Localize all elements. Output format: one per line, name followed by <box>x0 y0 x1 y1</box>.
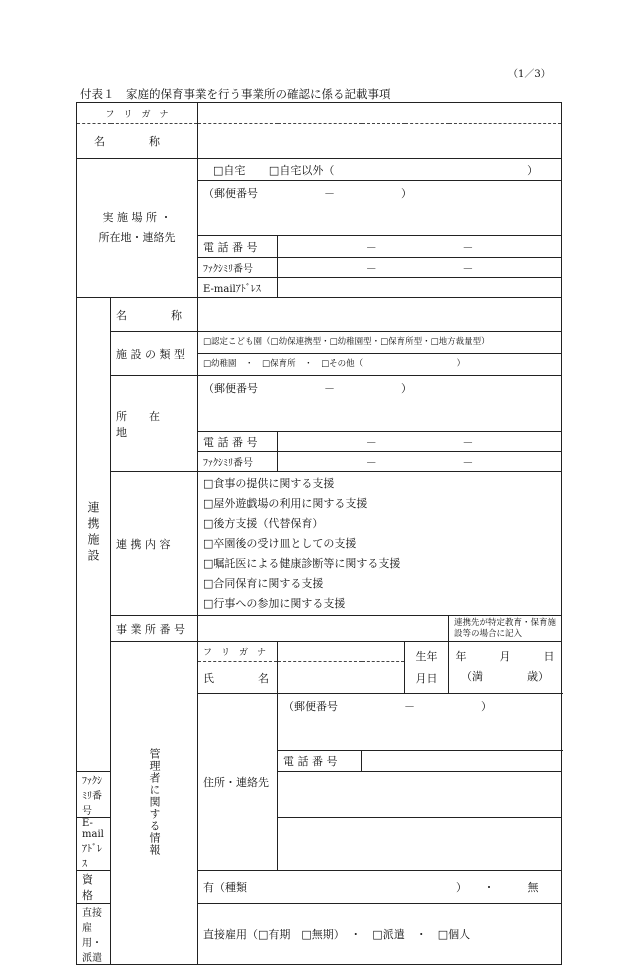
support-backup[interactable]: □後方支援（代替保育） <box>203 516 324 530</box>
support-playground[interactable]: □屋外遊戯場の利用に関する支援 <box>203 496 368 510</box>
manager-phone-label: 電 話 番 号 <box>278 751 362 772</box>
qualification-field[interactable]: 有（種類 ） ・ 無 <box>198 871 562 904</box>
support-joint-care[interactable]: □合同保育に関する支援 <box>203 576 324 590</box>
application-form-table <box>76 102 562 965</box>
partner-type-line2[interactable]: □幼稚園 ・ □保育所 ・ □その他（ ） <box>198 354 562 376</box>
office-number-note: 連携先が特定教育・保育施設等の場合に記入 <box>449 616 562 642</box>
manager-postal-field[interactable]: （郵便番号 － ） <box>278 694 562 751</box>
employment-label: 直接雇用・派遣 <box>77 904 111 965</box>
support-meal[interactable]: □食事の提供に関する支援 <box>203 476 335 490</box>
partner-name-label: 名 称 <box>111 298 198 332</box>
manager-address-label: 住所・連絡先 <box>198 694 278 871</box>
partner-type-label: 施 設 の 類 型 <box>111 332 198 376</box>
site-type-field[interactable]: □自宅 □自宅以外（ ） <box>198 159 562 181</box>
page-number: （1／3） <box>508 69 551 80</box>
site-fax-label: ﾌｧｸｼﾐﾘ番号 <box>198 258 278 278</box>
site-email-label: E-mailｱﾄﾞﾚｽ <box>198 278 278 298</box>
manager-group-label: 管理者に関する情報 <box>111 642 198 965</box>
birth-label: 生年 月日 <box>405 642 449 694</box>
partner-type-line1[interactable]: □認定こども園（□幼保連携型・□幼稚園型・□保育所型・□地方裁量型） <box>198 332 562 354</box>
site-phone-label: 電 話 番 号 <box>198 236 278 258</box>
manager-furigana-label: フ リ ガ ナ <box>198 642 278 662</box>
partner-content-list <box>198 472 562 616</box>
site-email-field[interactable] <box>278 278 562 298</box>
manager-fax-label: ﾌｧｸｼﾐﾘ番号 <box>77 772 111 818</box>
partner-fax-field[interactable]: － － <box>278 452 562 472</box>
qualification-label: 資 格 <box>77 871 111 904</box>
support-after-graduation[interactable]: □卒園後の受け皿としての支援 <box>203 536 357 550</box>
partner-content-label: 連 携 内 容 <box>111 472 198 616</box>
manager-name-field[interactable] <box>278 662 405 694</box>
manager-email-label: E-mailｱﾄﾞﾚｽ <box>77 818 111 871</box>
support-events[interactable]: □行事への参加に関する支援 <box>203 596 346 610</box>
manager-email-field[interactable] <box>278 818 562 871</box>
manager-phone-field[interactable] <box>362 751 562 772</box>
partner-name-field[interactable] <box>198 298 562 332</box>
partner-group-label: 連携施設 <box>77 298 111 772</box>
other-option[interactable]: □自宅以外（ <box>268 163 335 177</box>
name-field[interactable] <box>198 124 562 159</box>
office-number-field[interactable] <box>198 616 449 642</box>
birth-field[interactable]: 年 月 日 （満 歳） <box>449 642 562 694</box>
partner-fax-label: ﾌｧｸｼﾐﾘ番号 <box>198 452 278 472</box>
partner-phone-field[interactable]: － － <box>278 432 562 452</box>
partner-postal-field[interactable]: （郵便番号 － ） <box>198 376 562 432</box>
site-phone-field[interactable]: － － <box>278 236 562 258</box>
partner-address-label: 所 在 地 <box>111 376 198 472</box>
employment-field[interactable]: 直接雇用（□有期 □無期） ・ □派遣 ・ □個人 <box>198 904 562 965</box>
partner-phone-label: 電 話 番 号 <box>198 432 278 452</box>
manager-furigana-field[interactable] <box>278 642 405 662</box>
name-label: 名 称 <box>77 124 198 159</box>
manager-fax-field[interactable] <box>278 772 562 818</box>
home-option[interactable]: □自宅 <box>213 163 246 177</box>
site-fax-field[interactable]: － － <box>278 258 562 278</box>
site-label: 実 施 場 所 ・ 所在地・連絡先 <box>77 159 198 298</box>
office-number-label: 事 業 所 番 号 <box>111 616 198 642</box>
furigana-field[interactable] <box>198 103 562 124</box>
site-postal-field[interactable]: （郵便番号 － ） <box>198 181 562 236</box>
manager-name-label: 氏 名 <box>198 662 278 694</box>
support-health-check[interactable]: □嘱託医による健康診断等に関する支援 <box>203 556 401 570</box>
form-title: 付表１ 家庭的保育事業を行う事業所の確認に係る記載事項 <box>80 87 391 101</box>
furigana-label: フ リ ガ ナ <box>77 103 198 124</box>
